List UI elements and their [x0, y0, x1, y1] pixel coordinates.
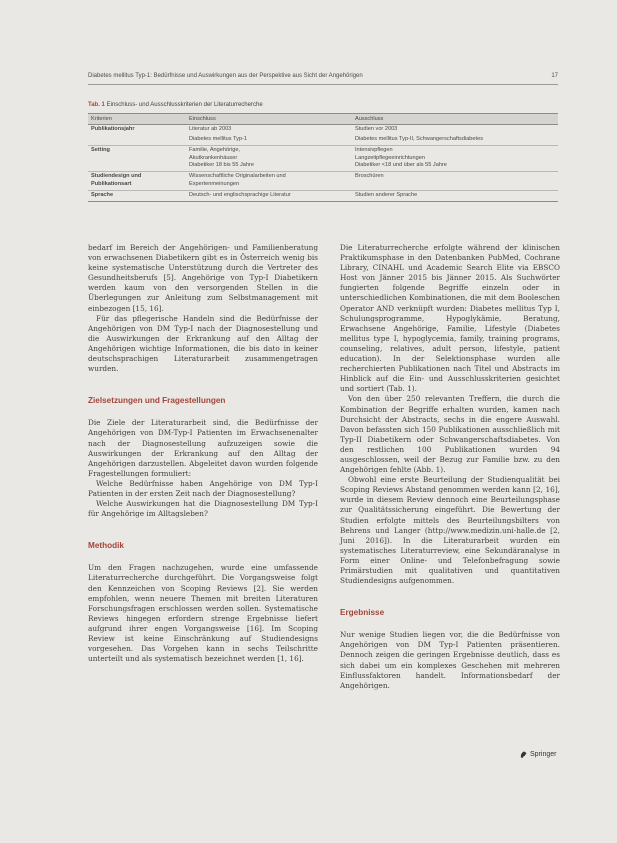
inclusion-cell — [186, 190, 352, 201]
cell-line: Langzeitpflegeeinrichtungen — [355, 154, 425, 161]
table-header-exclusion: Ausschluss — [352, 114, 558, 125]
exclusion-cell — [352, 135, 558, 145]
body-paragraph: Von den über 250 relevanten Treffern, die durch die Kombination der Begriffe erhalten wurden, kamen nach Durchsicht der Abstracts, sechs in die engere Auswahl. Davon befassten sich 150 Publikationen ausschließlich mit Typ-II Diabetikern oder Schwangerschaftsdiabetes. Von den restlichen 100 Publikationen wurden 94 ausgeschlossen, weil der Bezug zur Familie bzw. zu den Angehörigen fehlte (Abb. 1). — [340, 394, 560, 475]
running-head — [88, 73, 558, 79]
body-paragraph: Um den Fragen nachzugehen, wurde eine umfassende Literaturrecherche durchgeführt. Die Vorgangsweise folgt den Kennzeichen von Scoping Reviews [2]. Sie werden empfohlen, wenn neuere Themen mit breiten Literaturen Forschungsfragen erschlossen werden sollen. Systematische Reviews hingegen erfordern strenge Ergebnisse liefert aufgrund ihrer engen Vorgangsweise [16]. Im Scoping Review ist keine Einschränkung auf Studiendesigns vorgesehen. Das Vorgehen kann in sechs Teilschritte unterteilt und als systematisch bezeichnet werden [1, 16]. — [88, 563, 318, 664]
criterion-cell: Setting — [88, 145, 186, 171]
cell-line: Literatur ab 2003 — [189, 126, 232, 133]
inclusion-cell — [186, 172, 352, 191]
inclusion-cell — [186, 125, 352, 135]
table-header-inclusion: Einschluss — [186, 114, 352, 125]
cell-line: Broschüren — [355, 173, 384, 180]
body-paragraph: Nur wenige Studien liegen vor, die die Bedürfnisse von Angehörigen von DM Typ-I Patienten präsentieren. Dennoch zeigen die geringen Ergebnisse deutlich, dass es sich dabei um ein komplexes Geschehen mit mehreren Einflussfaktoren handelt. Informationsbedarf der Angehörigen. — [340, 630, 560, 690]
body-paragraph: Die Literaturrecherche erfolgte während der klinischen Praktikumsphase in den Datenbanken PubMed, Cochrane Library, CINAHL und Academic Search Elite via EBSCO Host von Jänner 2015 bis Jänner 2015. Als Suchwörter fungierten folgende Begriffe einzeln oder in unterschiedlichen Kombinationen, die mit dem Booleschen Operator AND verknüpft wurden: Diabetes mellitus Typ I, Schulungsprogramme, Hypoglykämie, Beratung, Erwachsene Angehörige, Familie, Lifestyle (Diabetes mellitus type I, hypoglycemia, family, training programs, counseling, relatives, adult person, lifestyle, patient education). In der Selektionsphase wurden alle recherchierten Publikationen nach Titel und Abstracts im Hinblick auf die Ein- und Ausschlusskriterien gesichtet und sortiert (Tab. 1). — [340, 243, 560, 394]
exclusion-cell — [352, 190, 558, 201]
criteria-table — [88, 113, 558, 202]
cell-line: Intensivpflegen — [355, 147, 393, 154]
section-heading: Methodik — [88, 541, 124, 551]
body-paragraph: bedarf im Bereich der Angehörigen- und Familienberatung von erwachsenen Diabetikern gibt es in Österreich wenig bis keine systematische Unterstützung durch die Vertreter des Gesundheitsberufs [5]. Angehörige von Typ-I Diabetikern werden kaum von den versorgenden Stellen in die Überlegungen zur Anleitung zum Selbstmanagement mit einbezogen [15, 16]. — [88, 243, 318, 313]
header-divider — [88, 84, 558, 85]
cell-line: Familie, Angehörige, — [189, 147, 240, 154]
body-paragraph: Für das pflegerische Handeln sind die Bedürfnisse der Angehörigen von DM Typ-I nach der Diagnosestellung und die Auswirkungen der Erkrankung auf den Alltag der Angehörigen wichtige Informationen, die bis dato in keiner deutschsprachigen Literaturarbeit zusammengetragen wurden. — [88, 313, 318, 374]
inclusion-cell — [186, 145, 352, 171]
cell-line: Wissenschaftliche Originalarbeiten und — [189, 173, 286, 180]
exclusion-cell — [352, 145, 558, 171]
criterion-cell: Studiendesign und Publikationsart — [88, 172, 186, 191]
exclusion-cell — [352, 172, 558, 191]
cell-line: Expertenmeinungen — [189, 180, 240, 187]
page-number: 17 — [551, 73, 558, 79]
exclusion-cell — [352, 125, 558, 135]
section-heading: Zielsetzungen und Fragestellungen — [88, 396, 226, 406]
springer-horse-icon — [519, 750, 528, 759]
table-row — [88, 190, 558, 201]
table-row — [88, 125, 558, 135]
cell-line: Akutkrankenhäuser — [189, 154, 238, 161]
criterion-cell: Publikationsjahr — [88, 125, 186, 135]
section-heading: Ergebnisse — [340, 608, 385, 618]
table-label: Tab. 1 — [88, 102, 105, 108]
inclusion-cell — [186, 135, 352, 145]
table-row — [88, 145, 558, 171]
body-paragraph: Welche Auswirkungen hat die Diagnosestellung DM Typ-I für Angehörige im Alltagsleben? — [88, 499, 318, 519]
cell-line: Diabetiker <18 und über als 55 Jahre — [355, 162, 447, 169]
body-paragraph: Obwohl eine erste Beurteilung der Studienqualität bei Scoping Reviews Abstand genommen werden kann [2, 16], wurde in diesem Review dennoch eine Beurteilungsphase zur Qualitätssicherung eingeführt. Die Bewertung der Studien erfolgte mittels des Beurteilungsbilters von Behrens und Langer (http://www.medizin.uni-halle.de [2, Juni 2016]). In die Literaturarbeit wurden ein systematisches Literaturreview, eine Sekundäranalyse in Form einer Online- und Telefonbefragung sowie Primärstudien mit qualitativen und quantitativen Studiendesigns aufgenommen. — [340, 475, 560, 586]
criterion-cell — [88, 135, 186, 145]
table-header-criteria: Kriterien — [88, 114, 186, 125]
right-column — [340, 243, 560, 691]
body-paragraph: Die Ziele der Literaturarbeit sind, die Bedürfnisse der Angehörigen von DM-Typ-I Patienten im Erwachsenenalter nach der Diagnosestellung aufzuzeigen sowie die Auswirkungen der Erkrankung auf den Alltag der Angehörigen darzustellen. Abgeleitet davon wurden folgende Fragestellungen formuliert: — [88, 418, 318, 478]
publisher-logo — [519, 750, 556, 759]
cell-line: Diabetes mellitus Typ-II, Schwangerschaftsdiabetes — [355, 136, 483, 143]
table-caption — [88, 102, 558, 108]
left-column — [88, 243, 318, 664]
cell-line: Studien vor 2003 — [355, 126, 398, 133]
cell-line: Diabetes mellitus Typ-1 — [189, 136, 248, 143]
table-row — [88, 172, 558, 191]
table-caption-text: Einschluss- und Ausschlusskriterien der Literaturrecherche — [106, 102, 263, 108]
table-row — [88, 135, 558, 145]
running-head-title: Diabetes mellitus Typ-1: Bedürfnisse und Auswirkungen aus der Perspektive aus Sicht der Angehörigen — [88, 73, 363, 79]
cell-line: Studien anderer Sprache — [355, 191, 418, 198]
criterion-cell: Sprache — [88, 190, 186, 201]
cell-line: Deutsch- und englischsprachige Literatur — [189, 191, 291, 198]
publisher-name: Springer — [530, 751, 557, 758]
cell-line: Diabetiker 18 bis 55 Jahre — [189, 162, 254, 169]
table-body — [88, 125, 558, 202]
body-paragraph: Welche Bedürfnisse haben Angehörige von DM Typ-I Patienten in der ersten Zeit nach der Diagnosestellung? — [88, 478, 318, 498]
